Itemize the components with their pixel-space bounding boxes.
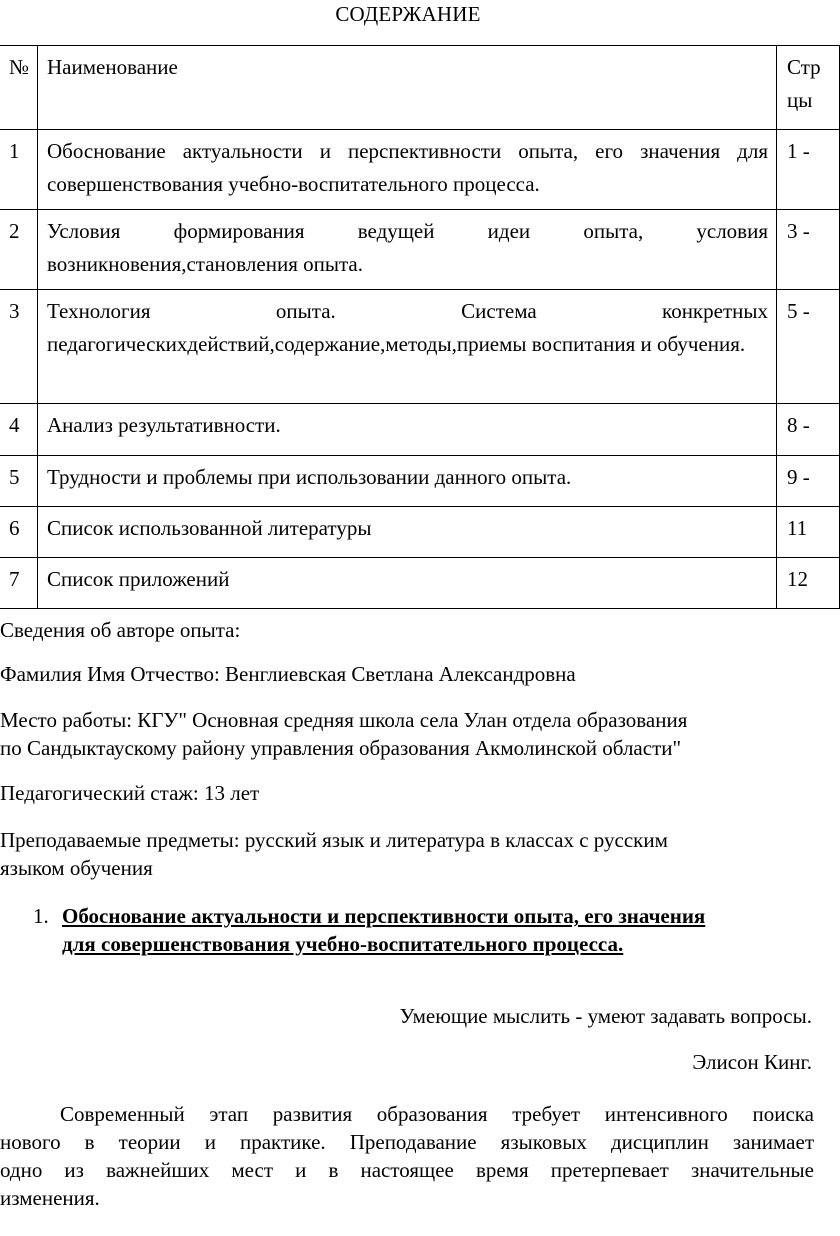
author-subjects-line2: языком обучения	[0, 856, 153, 880]
toc-row-page: 1 -	[777, 130, 840, 210]
author-experience: Педагогический стаж: 13 лет	[0, 781, 260, 805]
section-title-line2: для совершенствования учебно-воспитательного процесса.	[62, 932, 624, 956]
toc-row-page: 3 -	[777, 210, 840, 290]
toc-row-name: Список приложений	[38, 558, 777, 609]
toc-row-page: 12	[777, 558, 840, 609]
toc-row-name: Технология опыта. Система конкретных педагогическихдействий,содержание,методы,приемы воспитания и обучения.	[38, 290, 777, 404]
toc-row-page: 11	[777, 507, 840, 558]
toc-row-page: 5 -	[777, 290, 840, 404]
epigraph-quote: Умеющие мыслить - умеют задавать вопросы.	[399, 1004, 812, 1028]
toc-row	[0, 456, 840, 507]
toc-row-num: 4	[0, 404, 38, 456]
paragraph-line: изменения.	[0, 1186, 100, 1210]
author-workplace-line2: по Сандыктаускому району управления образования Акмолинской области"	[0, 736, 682, 760]
toc-row	[0, 507, 840, 558]
toc-row	[0, 130, 840, 210]
toc-row-num: 1	[0, 130, 38, 210]
toc-row-page: 9 -	[777, 456, 840, 507]
toc-row	[0, 558, 840, 609]
section-number: 1.	[33, 904, 49, 928]
page-title: СОДЕРЖАНИЕ	[335, 2, 481, 26]
section-title	[62, 902, 822, 958]
toc-table	[0, 45, 840, 609]
toc-row-page: 8 -	[777, 404, 840, 456]
toc-row-name: Условия формирования ведущей идеи опыта, условия возникновения,становления опыта.	[38, 210, 777, 290]
toc-row-name: Обоснование актуальности и перспективности опыта, его значения для совершенствования учебно-воспитательного процесса.	[38, 130, 777, 210]
toc-header-page-line1: Стр	[787, 55, 821, 79]
author-info-heading: Сведения об авторе опыта:	[0, 618, 241, 642]
toc-row-name: Анализ результативности.	[38, 404, 777, 456]
author-workplace	[0, 706, 816, 762]
toc-row-num: 3	[0, 290, 38, 404]
toc-row-num: 6	[0, 507, 38, 558]
toc-row	[0, 290, 840, 404]
toc-row-num: 5	[0, 456, 38, 507]
toc-row-name: Трудности и проблемы при использовании данного опыта.	[38, 456, 777, 507]
paragraph-line: одно из важнейших мест и в настоящее время претерпевает значительные	[0, 1158, 814, 1182]
epigraph-author: Элисон Кинг.	[692, 1050, 812, 1074]
author-workplace-line1: Место работы: КГУ" Основная средняя школа села Улан отдела образования	[0, 708, 688, 732]
toc-header-row	[0, 46, 840, 130]
toc-row-num: 7	[0, 558, 38, 609]
body-paragraph	[0, 1100, 814, 1212]
paragraph-line: Современный этап развития образования требует интенсивного поиска	[60, 1102, 814, 1126]
author-subjects	[0, 826, 816, 882]
toc-row-num: 2	[0, 210, 38, 290]
author-subjects-line1: Преподаваемые предметы: русский язык и литература в классах с русским	[0, 828, 668, 852]
toc-row-name: Список использованной литературы	[38, 507, 777, 558]
paragraph-line: нового в теории и практике. Преподавание языковых дисциплин занимает	[0, 1130, 814, 1154]
toc-header-page	[777, 46, 840, 130]
toc-row	[0, 404, 840, 456]
toc-header-page-line2: цы	[787, 88, 813, 112]
section-title-line1: Обоснование актуальности и перспективности опыта, его значения	[62, 904, 706, 928]
toc-header-name: Наименование	[38, 46, 777, 130]
author-fio: Фамилия Имя Отчество: Венглиевская Светлана Александровна	[0, 662, 576, 686]
toc-header-num: №	[0, 46, 38, 130]
toc-row	[0, 210, 840, 290]
